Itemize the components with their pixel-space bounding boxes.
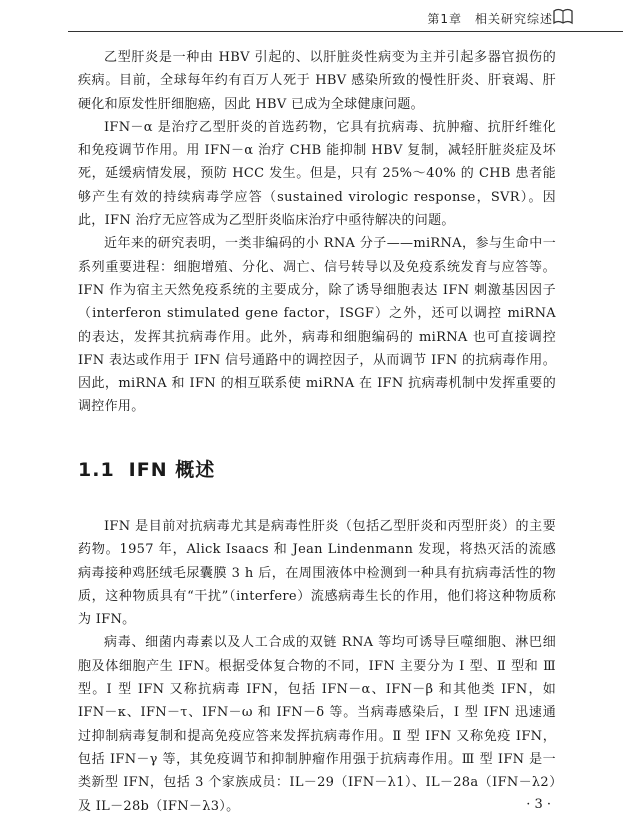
paragraph-mirna: 近年来的研究表明，一类非编码的小 RNA 分子——miRNA，参与生命中一系列重要进程：细胞增殖、分化、凋亡、信号转导以及免疫系统发育与应答等。IFN 作为宿主天然免疫系统的主要成分，除了诱导细胞表达 IFN 刺激基因因子（interferon stimulated gene factor，ISGF）之外，还可以调控 miRNA 的表达，发挥其抗病毒作用。此外，病毒和细胞编码的 miRNA 也可直接调控 IFN 表达或作用于 IFN 信号通路中的调控因子，从而调节 IFN 的抗病毒作用。因此，miRNA 和 IFN 的相互联系使 miRNA 在 IFN 抗病毒机制中发挥重要的调控作用。 bbox=[78, 236, 556, 415]
section-body bbox=[78, 515, 556, 818]
header-rule bbox=[68, 31, 623, 32]
section-title-text: IFN 概述 bbox=[128, 459, 216, 481]
book-icon bbox=[553, 7, 573, 25]
page-number: · 3 · bbox=[526, 797, 551, 812]
section-heading bbox=[78, 455, 215, 482]
paragraph-ifn-types: 病毒、细菌内毒素以及人工合成的双链 RNA 等均可诱导巨噬细胞、淋巴细胞及体细胞产生 IFN。根据受体复合物的不同，IFN 主要分为 Ⅰ 型、Ⅱ 型和 Ⅲ 型。Ⅰ 型 IFN 又称抗病毒 IFN，包括 IFN－α、IFN－β 和其他类 IFN，如 IFN－κ、IFN－τ、IFN－ω 和 IFN－δ 等。当病毒感染后，Ⅰ 型 IFN 迅速通过抑制病毒复制和提高免疫应答来发挥抗病毒作用。Ⅱ 型 IFN 又称免疫 IFN，包括 IFN－γ 等，其免疫调节和抑制肿瘤作用强于抗病毒作用。Ⅲ 型 IFN 是一类新型 IFN，包括 3 个家族成员：IL－29（IFN－λ1）、IL－28a（IFN－λ2）及 IL－28b（IFN－λ3）。 bbox=[78, 635, 556, 814]
running-title: 第1章 相关研究综述 bbox=[427, 12, 553, 26]
paragraph-hbv-intro: 乙型肝炎是一种由 HBV 引起的、以肝脏炎性病变为主并引起多器官损伤的疾病。目前，全球每年约有百万人死于 HBV 感染所致的慢性肝炎、肝衰竭、肝硬化和原发性肝细胞癌，因此 HBV 已成为全球健康问题。 bbox=[78, 50, 556, 112]
intro-body bbox=[78, 46, 556, 419]
section-number: 1.1 bbox=[78, 459, 115, 481]
paragraph-ifn-treatment: IFN－α 是治疗乙型肝炎的首选药物，它具有抗病毒、抗肿瘤、抗肝纤维化和免疫调节作用。用 IFN－α 治疗 CHB 能抑制 HBV 复制，减轻肝脏炎症及坏死，延缓病情发展，预防 HCC 发生。但是，只有 25%～40% 的 CHB 患者能够产生有效的持续病毒学应答（sustained virologic response，SVR）。因此，IFN 治疗无应答成为乙型肝炎临床治疗中亟待解决的问题。 bbox=[78, 119, 556, 229]
running-header bbox=[0, 0, 643, 36]
paragraph-ifn-history: IFN 是目前对抗病毒尤其是病毒性肝炎（包括乙型肝炎和丙型肝炎）的主要药物。1957 年，Alick Isaacs 和 Jean Lindenmann 发现，将热灭活的流感病毒接种鸡胚绒毛尿囊膜 3 h 后，在周围液体中检测到一种具有抗病毒活性的物质，这种物质具有“干扰”（interfere）流感病毒生长的作用，他们将这种物质称为 IFN。 bbox=[78, 519, 556, 628]
